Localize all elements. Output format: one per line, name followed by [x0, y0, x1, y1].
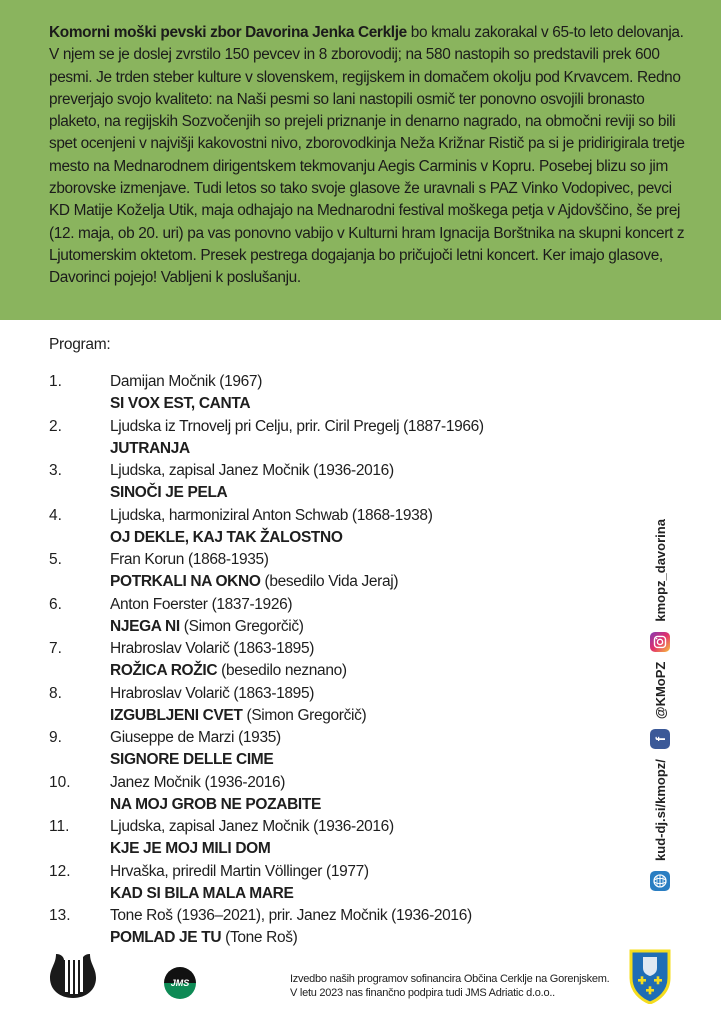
- sponsor-line-1: Izvedbo naših programov sofinancira Občina Cerklje na Gorenjskem.: [290, 973, 610, 985]
- song-title: NJEGA NI: [110, 617, 180, 635]
- facebook-handle[interactable]: @KMoPZ: [652, 661, 668, 720]
- item-song: [110, 393, 250, 415]
- sponsor-note: [290, 973, 609, 1000]
- item-composer: Hrabroslav Volarič (1863-1895): [110, 684, 315, 702]
- website-link[interactable]: kud-dj.si/kmopz/: [652, 759, 668, 861]
- item-number: 10.: [49, 773, 71, 791]
- song-note: (Simon Gregorčič): [179, 617, 304, 635]
- item-song: [110, 705, 366, 727]
- program-item: [49, 549, 609, 594]
- municipality-crest: [628, 948, 672, 1009]
- facebook-icon: f: [650, 729, 670, 749]
- song-title: OJ DEKLE, KAJ TAK ŽALOSTNO: [110, 528, 343, 546]
- item-number: 11.: [49, 818, 70, 835]
- item-song: [110, 883, 294, 905]
- choir-lyre-logo: [48, 950, 98, 1005]
- item-number: 5.: [49, 551, 62, 568]
- program-item: [49, 772, 609, 817]
- item-number: 7.: [49, 640, 62, 657]
- program-item: [49, 460, 609, 505]
- item-song: [110, 438, 190, 460]
- item-composer: Janez Močnik (1936-2016): [110, 773, 286, 791]
- intro-body: bo kmalu zakorakal v 65-to leto delovanja. V njem se je doslej zvrstilo 150 pevcev in 8 zborovodij; na 580 nastopih so predstavili prek 600 pesmi. Je trden steber kulture v slovenskem, regijskem in domačem okolju pod Krvavcem. Redno preverjajo svojo kvaliteto: na Naši pesmi so lani nastopili osmič ter ponovno osvojili bronasto plaketo, na regijskih Sozvočenjih so prejeli priznanje in denarno nagrado, na območni reviji so bili spet ocenjeni v najvišji kakovostni nivo, zborovodkinja Neža Križnar Ristič pa si je pridirigirala tretje mesto na Mednarodnem dirigentskem tekmovanju Aegis Carminis v Kopru. Posebej blizu so jim zborovske izmenjave. Tudi letos so tako svoje glasove že uravnali s PAZ Vinko Vodopivec, pevci KD Matije Koželja Utik, maja odhajajo na Mednarodni festival moškega petja v Ajdovščino, še prej (12. maja, ob 20. uri) pa vas ponovno vabijo v Kulturni hram Ignacija Borštnika na skupni koncert z Ljutomerskim oktetom. Presek pestrega dogajanja bo pričujoči letni koncert. Ker imajo glasove, Davorinci pojejo! Vabljeni k poslušanju.: [49, 24, 685, 287]
- intro-paragraph: [49, 22, 689, 290]
- item-composer: Ljudska, zapisal Janez Močnik (1936-2016): [110, 462, 394, 479]
- item-number: 6.: [49, 595, 62, 613]
- song-title: POTRKALI NA OKNO: [110, 573, 261, 590]
- item-composer: Ljudska, harmoniziral Anton Schwab (1868-1938): [110, 506, 433, 524]
- jms-logo: [163, 966, 197, 1005]
- song-title: POMLAD JE TU: [110, 929, 222, 946]
- item-composer: Anton Foerster (1837-1926): [110, 595, 293, 613]
- item-composer: Fran Korun (1868-1935): [110, 551, 269, 568]
- item-composer: Tone Roš (1936–2021), prir. Janez Močnik (1936-2016): [110, 907, 472, 924]
- item-song: [110, 571, 398, 593]
- jms-logo-text: JMS: [170, 978, 190, 988]
- song-title: SINOČI JE PELA: [110, 484, 228, 501]
- song-title: JUTRANJA: [110, 439, 190, 457]
- item-song: [110, 616, 304, 638]
- item-song: [110, 660, 347, 682]
- choir-name: Komorni moški pevski zbor Davorina Jenka Cerklje: [49, 24, 407, 41]
- song-title: KAD SI BILA MALA MARE: [110, 884, 294, 902]
- program-item: [49, 638, 609, 683]
- social-links: [646, 520, 674, 890]
- item-composer: Damijan Močnik (1967): [110, 373, 263, 390]
- item-number: 3.: [49, 462, 62, 479]
- globe-icon: [650, 871, 670, 891]
- sponsor-line-2: V letu 2023 nas finančno podpira tudi JMS Adriatic d.o.o..: [290, 986, 555, 999]
- song-note: (Tone Roš): [221, 929, 298, 946]
- song-title: IZGUBLJENI CVET: [110, 706, 243, 724]
- item-number: 8.: [49, 684, 62, 702]
- item-song: [110, 794, 321, 816]
- song-note: (besedilo Vida Jeraj): [260, 573, 399, 590]
- item-composer: Giuseppe de Marzi (1935): [110, 729, 281, 746]
- item-song: [110, 749, 273, 771]
- program-title: Program:: [49, 336, 111, 353]
- song-title: SI VOX EST, CANTA: [110, 395, 251, 412]
- item-number: 13.: [49, 907, 71, 924]
- program-item: [49, 416, 609, 461]
- instagram-icon: [650, 632, 670, 652]
- song-note: (besedilo neznano): [217, 662, 347, 679]
- item-song: [110, 527, 343, 549]
- program-item: [49, 505, 609, 550]
- program-item: [49, 861, 609, 906]
- item-number: 1.: [49, 373, 62, 390]
- item-song: [110, 927, 297, 949]
- item-composer: Ljudska iz Trnovelj pri Celju, prir. Ciril Pregelj (1887-1966): [110, 417, 484, 435]
- item-composer: Hrabroslav Volarič (1863-1895): [110, 640, 315, 657]
- item-number: 2.: [49, 417, 62, 435]
- song-title: SIGNORE DELLE CIME: [110, 751, 274, 768]
- program-list: [49, 371, 609, 950]
- item-composer: Ljudska, zapisal Janez Močnik (1936-2016): [110, 818, 394, 835]
- program-item: [49, 816, 609, 861]
- song-note: (Simon Gregorčič): [242, 706, 367, 724]
- item-song: [110, 482, 227, 504]
- program-item: [49, 683, 609, 728]
- song-title: ROŽICA ROŽIC: [110, 662, 218, 679]
- item-song: [110, 838, 270, 860]
- program-item: [49, 727, 609, 772]
- song-title: NA MOJ GROB NE POZABITE: [110, 795, 321, 813]
- intro-section: [0, 0, 721, 320]
- program-item: [49, 905, 609, 950]
- song-title: KJE JE MOJ MILI DOM: [110, 840, 271, 857]
- instagram-handle[interactable]: kmopz_davorina: [652, 519, 668, 622]
- item-number: 9.: [49, 729, 62, 746]
- program-item: [49, 594, 609, 639]
- item-composer: Hrvaška, priredil Martin Völlinger (1977): [110, 862, 369, 880]
- item-number: 4.: [49, 506, 62, 524]
- program-item: [49, 371, 609, 416]
- item-number: 12.: [49, 862, 71, 880]
